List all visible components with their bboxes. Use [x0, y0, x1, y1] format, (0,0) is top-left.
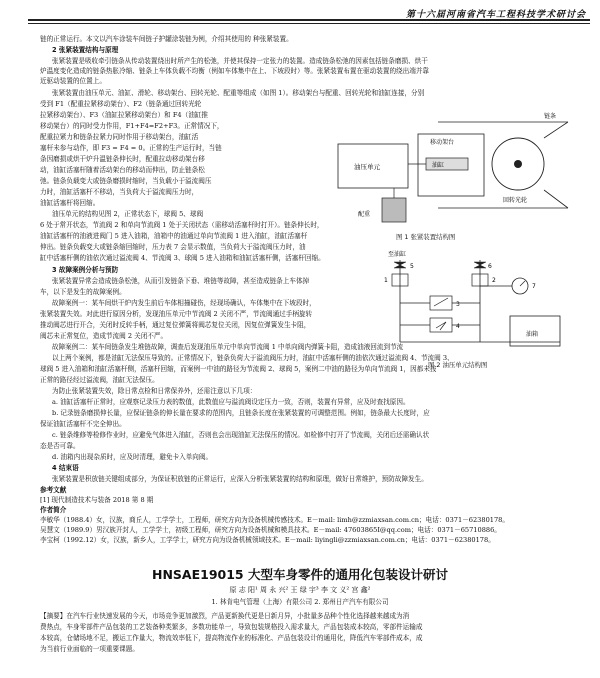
s2-p3-line-2: 6 处于常开状态，节流阀 2 和单向节流阀 1 处于关闭状态（需移动活塞杆时打开）。链条伸长时，	[40, 221, 324, 229]
s3-p1-line-2: 车，以下是发生的故障案例。	[40, 288, 126, 296]
figure-2-diagram	[370, 246, 580, 358]
svg-text:7: 7	[532, 283, 536, 290]
s3-item-c-2: 态是否可靠。	[40, 442, 80, 450]
figure-2-caption: 图 2 油压单元结构图	[428, 361, 488, 369]
author-info-3: 李宝柯（1992.12）女，汉族，新乡人，工学学士，研究方向为设备机械领域技术。E－mail: liyingli@zzmiaxsan.com.cn；电话：0371－62380178。	[40, 536, 495, 544]
s3-case1-line-2: 张紧装置失效。对此进行原因分析，发现油压单元中节流阀 2 关闭不严，节流阀通过手柄旋转	[40, 310, 313, 318]
running-header	[0, 0, 600, 22]
abstract-line-2: 费热点，车身零部件产品包装的工艺装备种类繁多，多数功能单一，导致包装规格投入需求量大，产品包装成本较高，零部件运输成	[40, 623, 423, 631]
s3-item-b-2: 保证油缸活塞杆不完全伸出。	[40, 420, 126, 428]
s2-p2-line-2: 拉紧移动架台）、F3（油缸拉紧移动架台）和 F4（油缸推	[40, 111, 208, 119]
header-rule	[28, 19, 590, 21]
article-2-affiliation: 1. 林肯电气管理（上海）有限公司 2. 郑州日产汽车有限公司	[211, 598, 389, 606]
fig1-weight-label: 配重	[358, 211, 371, 218]
author-info-2: 吴慧文（1989.9）男汉族开封人，工学学士，初级工程师，研究方向为设备机械和模具技术。E－mail: 47603865I@qq.com；电话：0371－65710886。	[40, 526, 501, 534]
references-heading: 参考文献	[40, 486, 67, 494]
svg-text:3: 3	[456, 301, 460, 308]
s3-case1-line-3: 推动阀芯进行开合，关闭时反转手柄，通过复位弹簧将阀芯复位关闭，因复位弹簧发生卡阻，	[40, 321, 311, 329]
s2-p2-line-3: 移动架台）的同时受力作用，F1+F4=F2+F3。正常情况下，	[40, 122, 224, 130]
s3-case1-line-1: 故障案例一：某车间烘干炉内发生前后车体相撞碰伤，经现场确认，车体集中在下坡段时，	[52, 299, 316, 307]
s2-p2-line-1: 受到 F1（配重拉紧移动架台）、F2（链条通过回转光轮	[40, 100, 202, 108]
svg-text:1: 1	[384, 277, 388, 284]
s2-p2-full: 张紧装置由油压单元、油缸、滑轮、移动架台、回转光轮、配重等组成（如图 1）。移动架台与配重、回转光轮和油缸连接，分别	[52, 89, 425, 97]
s2-p3-line-4: 伸出。链条负载变大或链条缩回缩时，压力表 7 会显示数值，当负荷大于溢流阀压力时，油	[40, 243, 306, 251]
s2-p3-line-1: 油压单元的结构见图 2，正常状态下，球阀 5、球阀	[52, 210, 204, 218]
s3-case2-line-4: 正常的路径经过溢流阀，油缸无法保压。	[40, 376, 159, 384]
running-title: 第十六届河南省汽车工程科技学术研讨会	[405, 10, 586, 20]
header-rule-thin	[28, 23, 590, 24]
s3-case2-line-3: 球阀 5 进入油箱和油缸活塞杆侧，活塞杆回缩，而案例一中油的路径为节流阀 2、球阀 5，案例二中油的路径为单向节流阀 1，因都未按	[40, 365, 437, 373]
s3-item-d: d. 油箱内出现杂质时，应及时清理，避免卡入单向阀。	[52, 453, 213, 461]
s2-p2-line-6: 条因磨损或烘干炉升温链条伸长时，配重拉动移动架台移	[40, 155, 205, 163]
s3-case2-line-1: 故障案例二：某车间链条发生堆链故障，调查后发现油压单元中单向节流阀 1 中单向阀内弹簧卡阻，造成油液回流到节流	[52, 343, 404, 351]
svg-text:5: 5	[410, 263, 414, 270]
s2-p1-line-1: 张紧装置是吸收牵引链条从传动装置绕出时所产生的松弛，并使其保持一定张力的装置。造成链条松弛的因素包括链条磨损、烘干	[52, 57, 428, 65]
s3-item-a: a. 油缸活塞杆正常时，应观察记录压力表的数值，此数值应与溢流阀设定压力一致，否则，装置有异常，应及时查找原因。	[52, 398, 410, 406]
fig2-to-cylinder-label: 至油缸	[388, 251, 407, 258]
s4-text: 张紧装置是积放链关键组成部分，为保证积放链的正常运行，应深入分析张紧装置的结构和原理，做好日常维护，预防故障发生。	[52, 475, 428, 483]
fig1-wheel-label: 回转光轮	[503, 197, 528, 204]
article-2-authors: 原 志 阳¹ 周 永 兴² 王 绿 宇³ 李 文 义² 宫 鑫²	[229, 586, 371, 594]
s3-item-b-1: b. 记录链条磨损伸长量，应保证链条的伸长量在要求的范围内，且链条长度在张紧装置的可调整范围。例如，链条最大长度时，应	[52, 409, 430, 417]
fig1-chain-label: 链条	[544, 113, 557, 120]
abstract-line-3: 本较高，仓储场地不足，搬运工作量大，物流效率低下，提高物流作业的标准化、产品包装设计的通用化，降低汽车零部件成本，成	[40, 634, 423, 642]
svg-text:6: 6	[488, 263, 492, 270]
intro-tail: 链的正常运行。本文以汽车涂装车间链子护罐涂装链为例，介绍其使用的 种张紧装置。	[40, 35, 293, 43]
fig1-oil-unit-label: 油压单元	[354, 163, 380, 171]
section-3-heading: 3 故障案例分析与预防	[52, 266, 119, 274]
s2-p2-line-10: 油缸活塞杆将回缩。	[40, 199, 100, 207]
s3-item-c-1: c. 链条维修等检修作业时，应避免气体进入油缸，否则也会出现油缸无法保压的情况。如检修中打开了节流阀，关闭后还需确认状	[52, 431, 430, 439]
s3-prevent-intro: 为防止张紧装置失效，除日常点检和日常保养外，还需注意以下几项：	[52, 387, 257, 395]
svg-text:4: 4	[456, 323, 460, 330]
abstract-line-1: 【摘要】在汽车行业快速发展的今天，市场竞争更加激烈，产品更新换代更是日新月异，小批量多品种个性化选择越来越成为消	[40, 612, 410, 620]
s2-p3-line-3: 油缸活塞杆的油液进阀门 5 进入油箱，油箱中的油通过单向节流阀 1 进入油缸，油缸活塞杆	[40, 232, 308, 240]
fig1-frame-label: 移动架台	[430, 139, 455, 146]
figure-1-diagram	[318, 104, 580, 228]
author-info-1: 李敏华（1988.4）女，汉族，商丘人，工学学士，工程师，研究方向为设备机械传感技术。E－mail: limh@zzmiaxsan.com.cn；电话：0371－62380178。	[40, 516, 509, 524]
s3-p1-line-1: 张紧装置异常会造成链条松弛，从而引发链条下垂、堆链等故障，甚至造成链条上车体掉	[52, 277, 310, 285]
reference-1: [1] 现代制造技术与装备 2018 第 8 期	[40, 496, 154, 504]
svg-text:2: 2	[492, 277, 496, 284]
s3-case2-line-2: 以上两个案例，都是油缸无法保压导致的。正常情况下，链条负荷大于溢流阀压力时，油缸中活塞杆侧的油依次通过溢流阀 4、节流阀 3、	[52, 354, 454, 362]
authors-info-heading: 作者简介	[40, 506, 67, 514]
figure-1-caption: 图 1 张紧装置结构图	[396, 233, 456, 241]
s3-case1-line-4: 阀芯未正常复位，造成节流阀 2 关闭不严。	[40, 332, 168, 340]
fig1-cylinder-label: 油缸	[432, 162, 445, 169]
article-2-title: HNSAE19015 大型车身零件的通用化包装设计研讨	[152, 567, 448, 582]
s2-p2-line-7: 动，油缸活塞杆随着活动架台的移动而伸出，防止链条松	[40, 166, 205, 174]
fig2-tank-label: 油箱	[526, 331, 539, 338]
s2-p1-line-2: 炉温度变化造成的链条热胀冷缩、链条上车体负载不均衡（例如车体集中在上、下坡段时）等。张紧装置布置在驱动装置的绕出端并靠	[40, 67, 430, 75]
s2-p1-line-3: 近驱动装置的位置上。	[40, 77, 106, 85]
s2-p2-line-5: 塞杆未参与动作，即 F3 = F4 = 0。正常的生产运行时，当链	[40, 144, 222, 152]
abstract-line-4: 为当前行业面临的一项重要课题。	[40, 645, 139, 653]
counterweight	[382, 198, 406, 222]
section-2-heading: 2 张紧装置结构与原理	[52, 46, 119, 54]
s2-p2-line-4: 配重拉紧力和链条拉紧力同时作用于移动架台，油缸活	[40, 133, 199, 141]
s2-p2-line-9: 力时，油缸活塞杆不移动，当负荷大于溢流阀压力时，	[40, 188, 199, 196]
section-4-heading: 4 结束语	[52, 464, 79, 472]
s2-p3-line-5: 缸中活塞杆侧的油依次通过溢流阀 4、节流阀 3、球阀 5 进入油箱和油缸活塞杆侧，活塞杆回缩。	[40, 254, 325, 262]
s2-p2-line-8: 弛。链条负载变大或链条磨损时缩时，当负载小于溢流阀压	[40, 177, 212, 185]
